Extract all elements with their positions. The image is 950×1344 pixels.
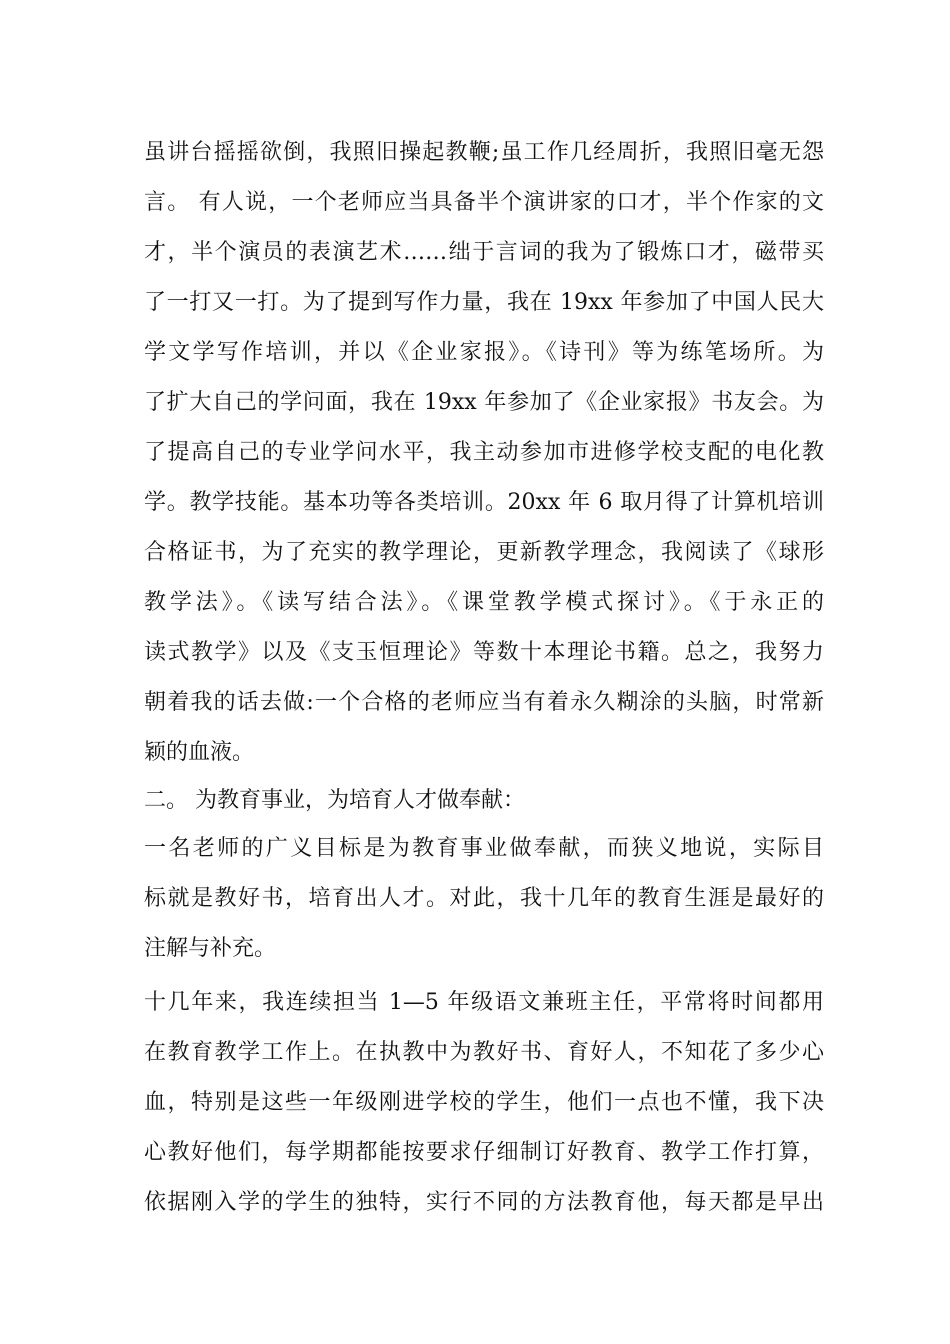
text-line: 一名老师的广义目标是为教育事业做奉献，而狭义地说，实际目: [144, 836, 824, 861]
text-line: 在教育教学工作上。在执教中为教好书、育好人，不知花了多少心: [144, 1040, 824, 1065]
text-line: 注解与补充。: [144, 936, 277, 961]
text-line: 十几年来，我连续担当 1—5 年级语文兼班主任，平常将时间都用: [144, 990, 824, 1015]
text-line: 颖的血液。: [144, 740, 255, 765]
text-line: 依据刚入学的学生的独特，实行不同的方法教育他，每天都是早出: [144, 1190, 824, 1215]
text-line: 了一打又一打。为了提到写作力量，我在 19xx 年参加了中国人民大: [144, 290, 824, 315]
text-line: 学。教学技能。基本功等各类培训。20xx 年 6 取月得了计算机培训: [144, 490, 824, 515]
text-line: 了扩大自己的学问面，我在 19xx 年参加了《企业家报》书友会。为: [144, 390, 824, 415]
text-line: 虽讲台摇摇欲倒，我照旧操起教鞭;虽工作几经周折，我照旧毫无怨: [144, 140, 824, 165]
text-line: 标就是教好书，培育出人才。对此，我十几年的教育生涯是最好的: [144, 886, 824, 911]
text-line: 读式教学》以及《支玉恒理论》等数十本理论书籍。总之，我努力: [144, 640, 824, 665]
text-line: 合格证书，为了充实的教学理论，更新教学理念，我阅读了《球形: [144, 540, 824, 565]
text-line: 才，半个演员的表演艺术……绌于言词的我为了锻炼口才，磁带买: [144, 240, 824, 265]
text-line: 了提高自己的专业学问水平，我主动参加市进修学校支配的电化教: [144, 440, 824, 465]
text-line: 教学法》。《读写结合法》。《课堂教学模式探讨》。《于永正的: [144, 590, 824, 615]
section-heading: 二。 为教育事业，为培育人才做奉献：: [144, 788, 525, 813]
text-line: 朝着我的话去做:一个合格的老师应当有着永久糊涂的头脑，时常新: [144, 690, 824, 715]
text-line: 心教好他们，每学期都能按要求仔细制订好教育、教学工作打算，: [144, 1140, 824, 1165]
text-line: 学文学写作培训，并以《企业家报》。《诗刊》等为练笔场所。为: [144, 340, 824, 365]
text-line: 言。 有人说，一个老师应当具备半个演讲家的口才，半个作家的文: [144, 190, 824, 215]
text-line: 血，特别是这些一年级刚进学校的学生，他们一点也不懂，我下决: [144, 1090, 824, 1115]
